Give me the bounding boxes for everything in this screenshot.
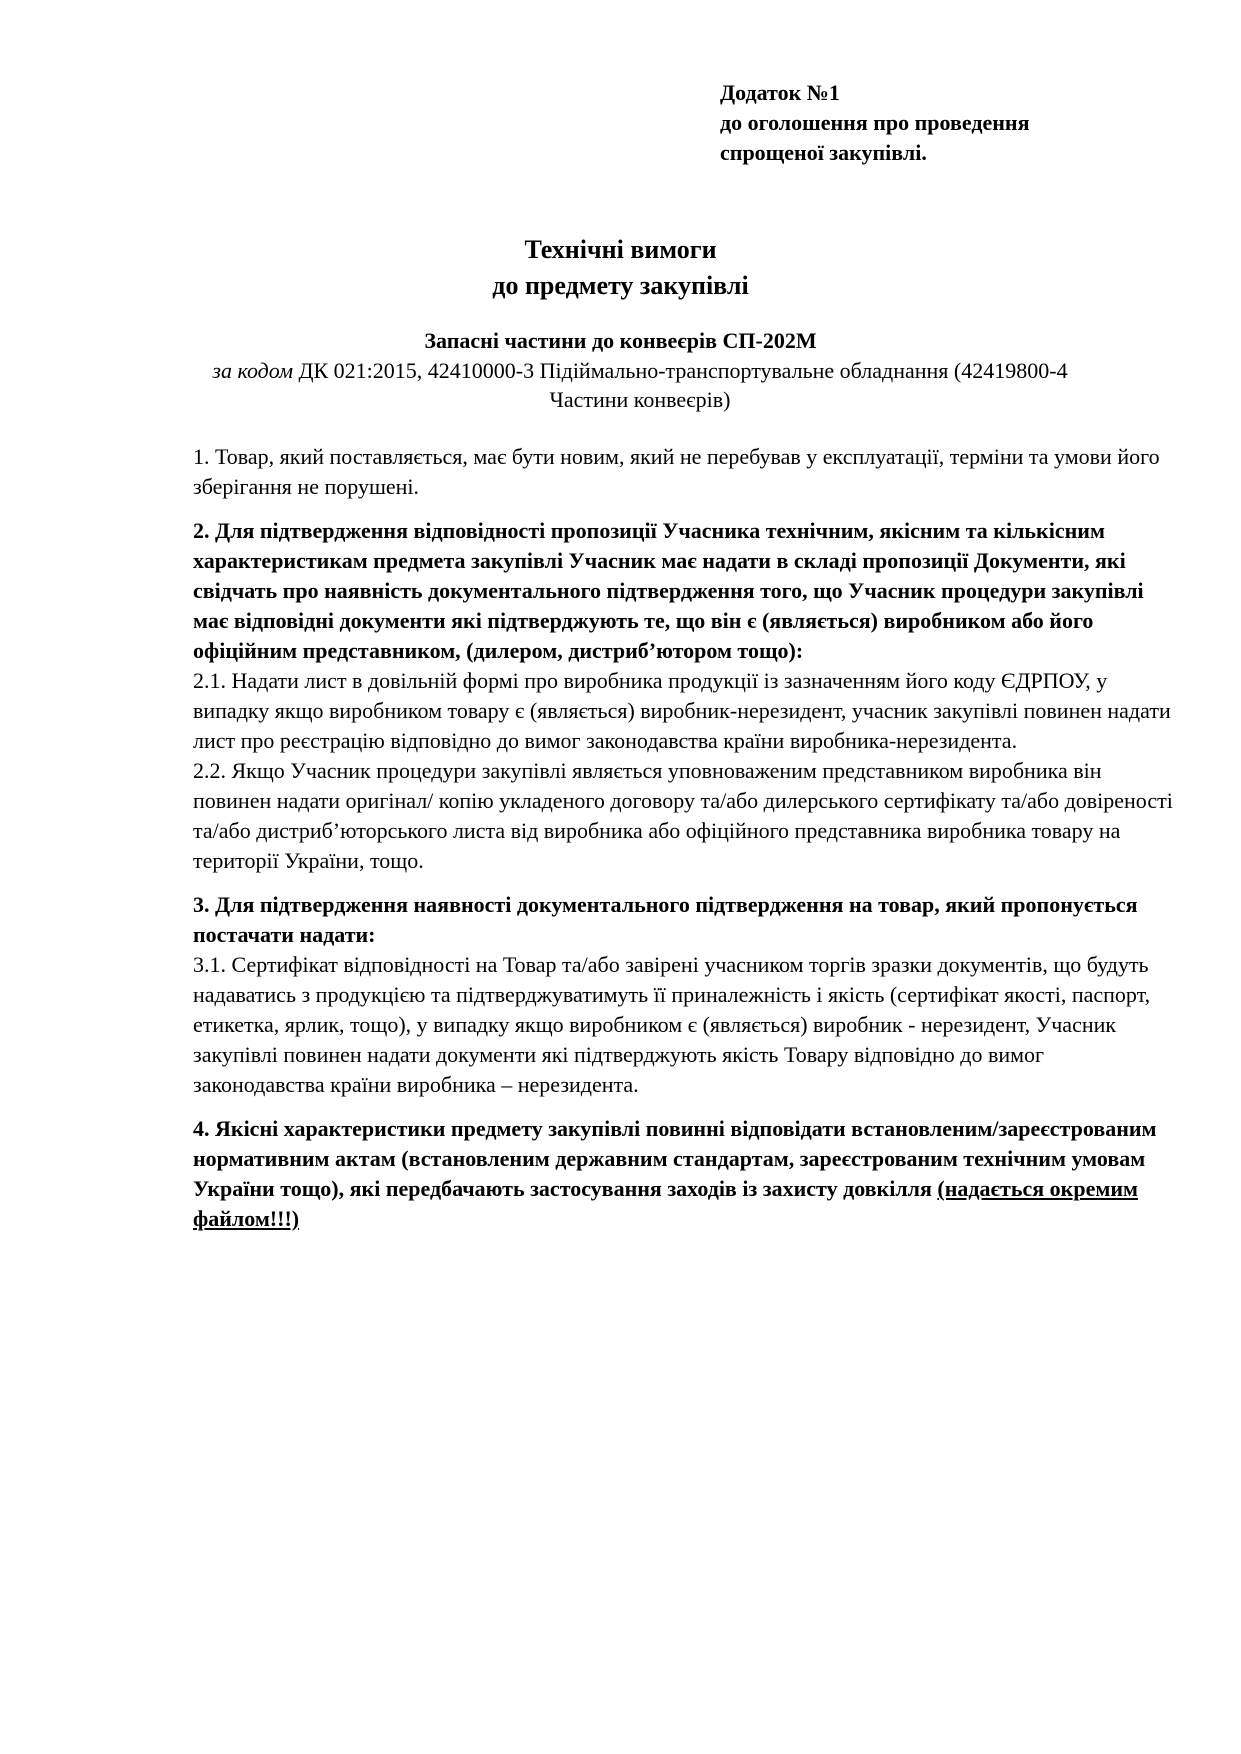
section-2-1: 2.1. Надати лист в довільній формі про виробника продукції із зазначенням його коду ЄДРПОУ, у випадку якщо виробником товару є (являється) виробник-нерезидент, учасник закупівлі повинен надати лист про реєстрацію відповідно до вимог законодавства країни виробника-нерезидента. xyxy=(193,668,1171,753)
title-line-2: до предмету закупівлі xyxy=(492,271,749,300)
section-1: 1. Товар, який поставляється, має бути новим, який не перебував у експлуатації, терміни та умови його зберігання не порушені. xyxy=(193,444,1160,499)
annex-number: Додаток №1 xyxy=(720,80,840,105)
document-title xyxy=(0,232,1241,304)
code-line-2: Частини конвеєрів) xyxy=(549,387,731,412)
section-3-1: 3.1. Сертифікат відповідності на Товар та/або завірені учасником торгів зразки документів, що будуть надаватись з продукцією та підтверджуватимуть її приналежність і якість (сертифікат якості, паспорт, етикетка, ярлик, тощо), у випадку якщо виробником є (являється) виробник - нерезидент, Учасник закупівлі повинен надати документи які підтверджують якість Товару відповідно до вимог законодавства країни виробника – нерезидента. xyxy=(193,952,1151,1097)
section-2 xyxy=(193,516,1178,876)
requirements-body xyxy=(193,442,1178,1248)
section-2-heading: 2. Для підтвердження відповідності пропозиції Учасника технічним, якісним та кількісним характеристикам предмета закупівлі Учасник має надати в складі пропозиції Документи, які свідчать про наявність документального підтвердження того, що Учасник процедури закупівлі має відповідні документи які підтверджують те, що він є (являється) виробником або його офіційним представником, (дилером, дистриб’ютором тощо): xyxy=(193,518,1144,663)
section-4-text: 4. Якісні характеристики предмету закупівлі повинні відповідати встановленим/зареєстрованим нормативним актам (встановленим державним стандартам, зареєстрованим технічним умовам України тощо), які передбачають застосування заходів із захисту довкілля xyxy=(193,1116,1157,1201)
section-3 xyxy=(193,890,1178,1100)
annex-header xyxy=(720,78,1200,168)
section-4-note: (надається окремим файлом!!!) xyxy=(193,1176,1138,1231)
section-2-2: 2.2. Якщо Учасник процедури закупівлі являється уповноваженим представником виробника він повинен надати оригінал/ копію укладеного договору та/або дилерського сертифікату та/або довіреності та/або дистриб’юторського листа від виробника або офіційного представника виробника товару на території України, тощо. xyxy=(193,758,1173,873)
section-4 xyxy=(193,1114,1178,1234)
annex-line-2: до оголошення про проведення xyxy=(720,110,1030,135)
title-line-1: Технічні вимоги xyxy=(524,235,717,264)
section-3-heading: 3. Для підтвердження наявності документального підтвердження на товар, який пропонується постачати надати: xyxy=(193,892,1138,947)
classification-code xyxy=(140,356,1140,414)
procurement-subject: Запасні частини до конвеєрів СП-202М xyxy=(424,328,817,353)
code-line-1 xyxy=(140,356,1140,385)
code-lead: за кодом xyxy=(212,358,293,383)
annex-line-3: спрощеної закупівлі. xyxy=(720,140,927,165)
code-line-1-rest: ДК 021:2015, 42410000-3 Підіймально-транспортувальне обладнання (42419800-4 xyxy=(293,358,1068,383)
